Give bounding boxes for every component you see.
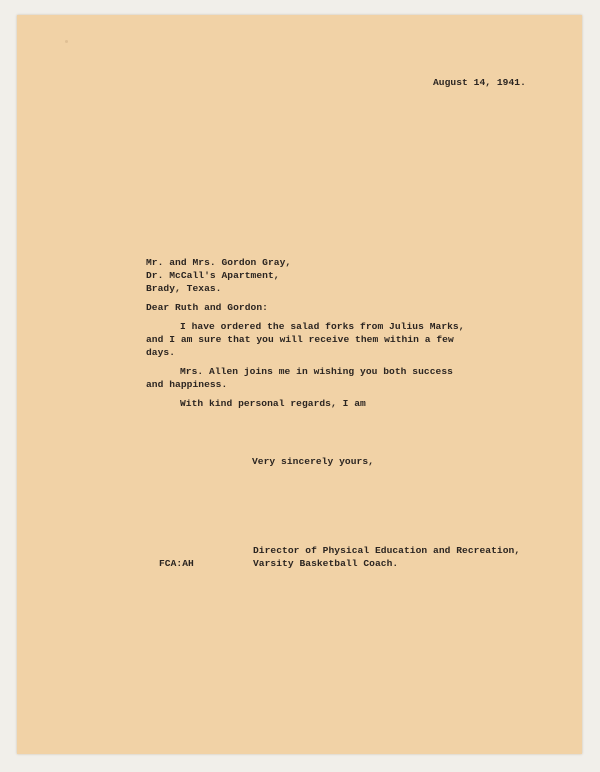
letter-date: August 14, 1941. — [433, 77, 526, 88]
paper-blemish — [65, 40, 68, 43]
recipient-name: Mr. and Mrs. Gordon Gray, — [146, 257, 292, 268]
salutation: Dear Ruth and Gordon: — [146, 302, 268, 313]
signature-title-line-2: Varsity Basketball Coach. — [253, 558, 399, 569]
signature-title-line-1: Director of Physical Education and Recreation, — [253, 545, 521, 556]
paragraph-2-line-1: Mrs. Allen joins me in wishing you both success — [180, 366, 453, 377]
paragraph-1-line-3: days. — [146, 347, 176, 358]
closing: Very sincerely yours, — [252, 456, 374, 467]
recipient-city: Brady, Texas. — [146, 283, 222, 294]
paragraph-2-line-2: and happiness. — [146, 379, 228, 390]
recipient-address-line: Dr. McCall's Apartment, — [146, 270, 280, 281]
paragraph-1-line-1: I have ordered the salad forks from Julius Marks, — [180, 321, 465, 332]
typist-initials: FCA:AH — [159, 558, 194, 569]
paragraph-1-line-2: and I am sure that you will receive them within a few — [146, 334, 454, 345]
paragraph-3: With kind personal regards, I am — [180, 398, 366, 409]
letter-page — [17, 15, 582, 754]
